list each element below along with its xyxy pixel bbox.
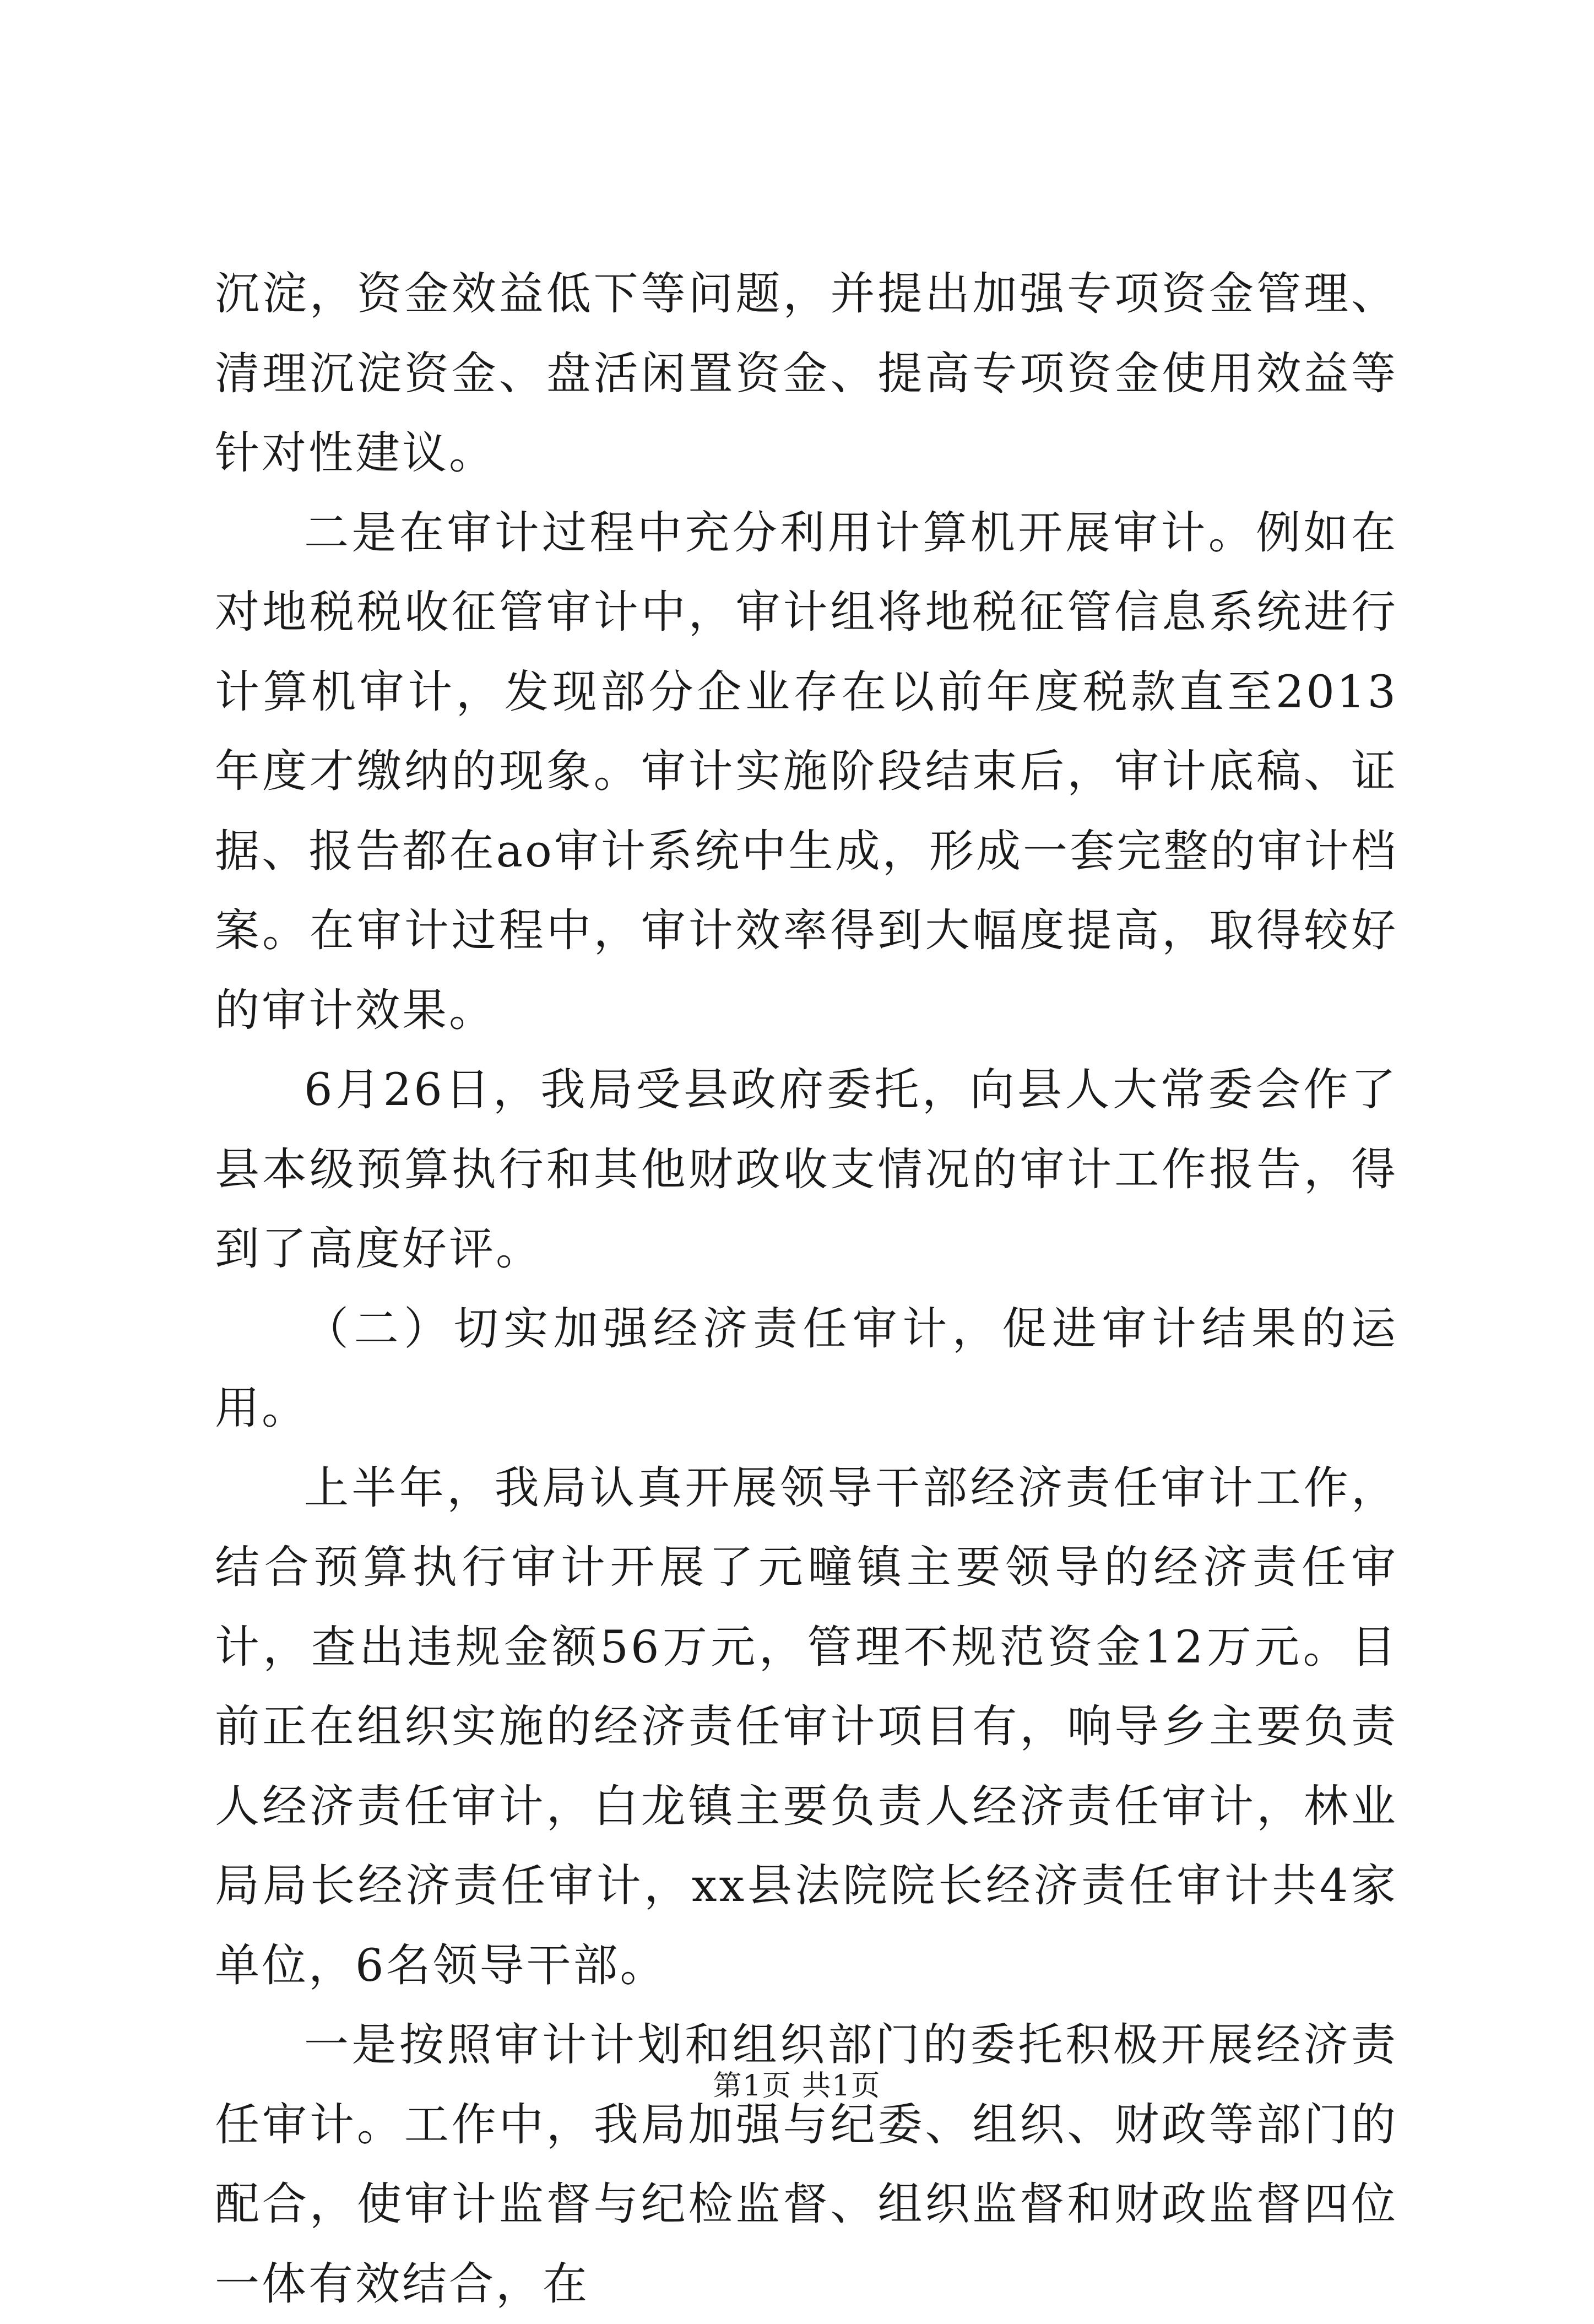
paragraph-first-half-year: 上半年，我局认真开展领导干部经济责任审计工作，结合预算执行审计开展了元疃镇主要领导的经济责任审计，查出违规金额56万元，管理不规范资金12万元。目前正在组织实施的经济责任审计项目有，响导乡主要负责人经济责任审计，白龙镇主要负责人经济责任审计，林业局局长经济责任审计，xx县法院院长经济责任审计共4家单位，6名领导干部。 xyxy=(215,1462,1398,1992)
paragraph-first-point: 一是按照审计计划和组织部门的委托积极开展经济责任审计。工作中，我局加强与纪委、组织、财政等部门的配合，使审计监督与纪检监督、组织监督和财政监督四位一体有效结合，在 xyxy=(215,2019,1398,2310)
paragraph-computer-audit: 二是在审计过程中充分利用计算机开展审计。例如在对地税税收征管审计中，审计组将地税征管信息系统进行计算机审计，发现部分企业存在以前年度税款直至2013年度才缴纳的现象。审计实施阶段结束后，审计底稿、证据、报告都在ao审计系统中生成，形成一套完整的审计档案。在审计过程中，审计效率得到大幅度提高，取得较好的审计效果。 xyxy=(215,507,1398,1037)
page-footer xyxy=(0,2067,1594,2105)
section-heading-economic-responsibility: （二）切实加强经济责任审计，促进审计结果的运用。 xyxy=(215,1303,1398,1434)
paragraph-continuation: 沉淀，资金效益低下等问题，并提出加强专项资金管理、清理沉淀资金、盘活闲置资金、提高专项资金使用效益等针对性建议。 xyxy=(215,268,1398,479)
paragraph-audit-report: 6月26日，我局受县政府委托，向县人大常委会作了县本级预算执行和其他财政收支情况的审计工作报告，得到了高度好评。 xyxy=(215,1064,1398,1275)
page-number-label: 第1页 共1页 xyxy=(713,2070,881,2103)
document-body xyxy=(215,254,1398,2324)
